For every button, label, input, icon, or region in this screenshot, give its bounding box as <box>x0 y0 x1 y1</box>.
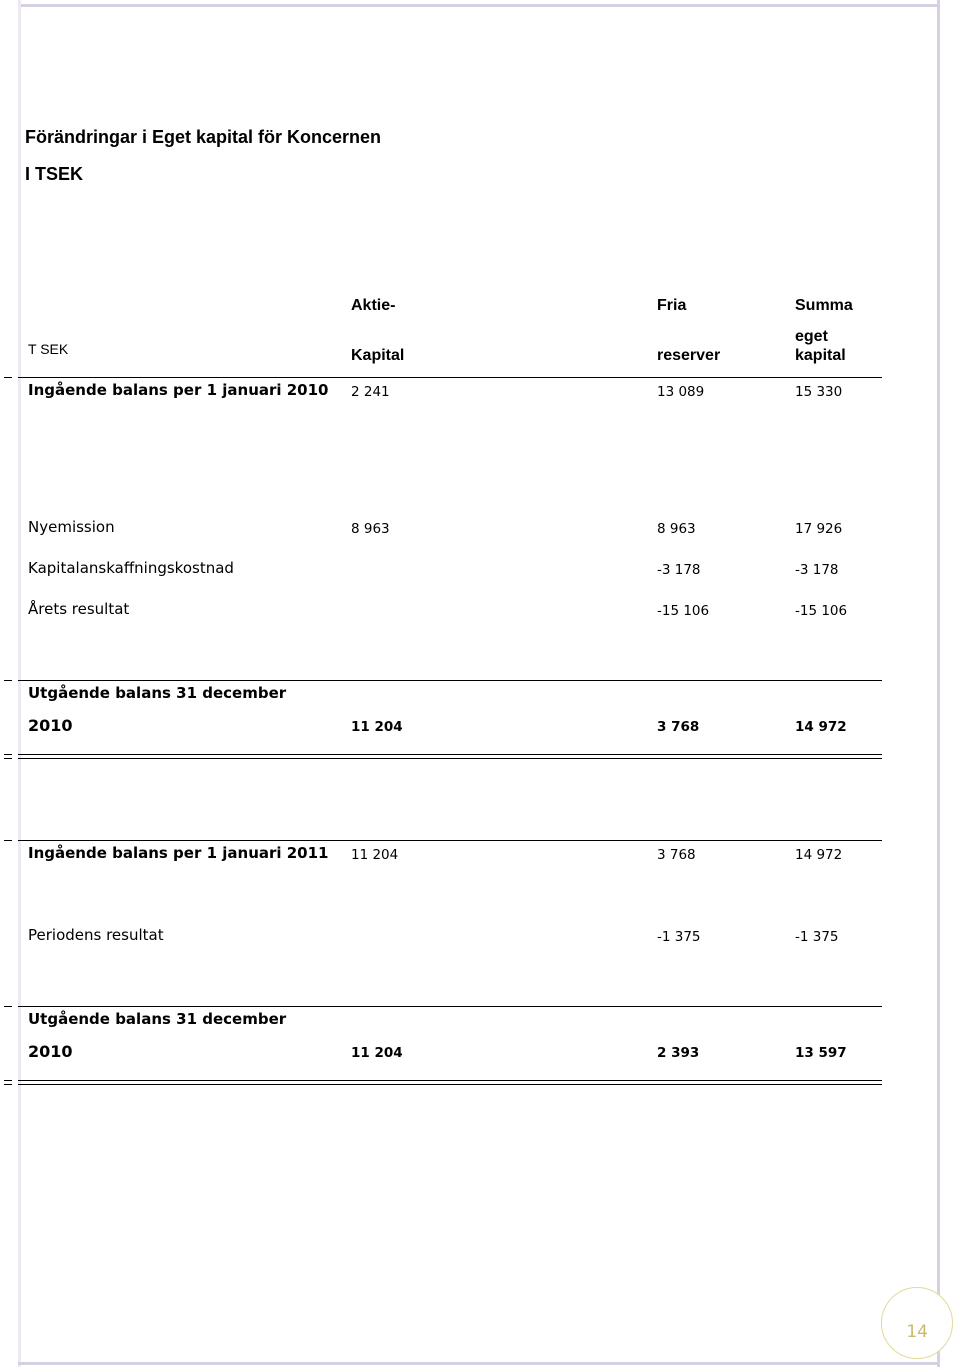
value-free-reserves: 13 089 <box>657 384 705 400</box>
margin-double-tick <box>4 1080 12 1085</box>
col-free-reserves-header-line2: reserver <box>657 347 721 364</box>
row-label-year-result: Årets resultat <box>28 600 130 618</box>
col-share-capital-header-line1: Aktie- <box>351 297 396 314</box>
col-free-reserves-header-line1: Fria <box>657 297 687 314</box>
page-title: Förändringar i Eget kapital för Koncernen <box>25 127 382 147</box>
page-frame-left <box>18 0 21 1367</box>
header-rule <box>18 377 882 378</box>
col-share-capital-header-line2: Kapital <box>351 347 405 364</box>
row-header-label: T SEK <box>28 341 69 357</box>
value-share-capital: 8 963 <box>351 521 390 537</box>
value-share-capital: 11 204 <box>351 847 399 863</box>
value-total-equity: 15 330 <box>795 384 843 400</box>
value-share-capital: 2 241 <box>351 384 390 400</box>
value-free-reserves: 8 963 <box>657 521 696 537</box>
unit-label: I TSEK <box>25 164 84 184</box>
value-total-equity: 14 972 <box>795 719 847 735</box>
subtotal-rule <box>18 1006 882 1007</box>
col-total-equity-header-line2: eget <box>795 328 828 345</box>
row-label-closing-2010-line2: 2010 <box>28 716 73 735</box>
margin-tick <box>4 680 12 681</box>
subtotal-rule <box>18 680 882 681</box>
value-share-capital: 11 204 <box>351 1045 403 1061</box>
value-share-capital: 11 204 <box>351 719 403 735</box>
page-frame-right <box>937 0 940 1367</box>
row-label-opening-2010: Ingående balans per 1 januari 2010 <box>28 381 329 399</box>
total-double-rule <box>18 1080 882 1085</box>
row-label-capital-raising-cost: Kapitalanskaffningskostnad <box>28 559 234 577</box>
col-total-equity-header-line1: Summa <box>795 297 853 314</box>
value-free-reserves: 2 393 <box>657 1045 700 1061</box>
value-free-reserves: -15 106 <box>657 603 710 619</box>
row-label-closing-2011-line2: 2010 <box>28 1042 73 1061</box>
total-double-rule <box>18 754 882 759</box>
row-label-closing-2010-line1: Utgående balans 31 december <box>28 684 287 702</box>
col-total-equity-header-line3: kapital <box>795 347 846 364</box>
value-total-equity: -3 178 <box>795 562 839 578</box>
value-total-equity: 14 972 <box>795 847 843 863</box>
value-total-equity: -1 375 <box>795 929 839 945</box>
value-free-reserves: -1 375 <box>657 929 701 945</box>
margin-tick <box>4 840 12 841</box>
row-label-closing-2011-line1: Utgående balans 31 december <box>28 1010 287 1028</box>
row-label-new-issue: Nyemission <box>28 518 115 536</box>
margin-double-tick <box>4 754 12 759</box>
page-number: 14 <box>906 1322 928 1342</box>
value-free-reserves: -3 178 <box>657 562 701 578</box>
section-rule <box>18 840 882 841</box>
margin-tick <box>4 1006 12 1007</box>
value-total-equity: 17 926 <box>795 521 843 537</box>
value-total-equity: 13 597 <box>795 1045 847 1061</box>
row-label-period-result: Periodens resultat <box>28 926 164 944</box>
value-free-reserves: 3 768 <box>657 719 700 735</box>
page-frame-bottom <box>18 1362 940 1365</box>
value-free-reserves: 3 768 <box>657 847 696 863</box>
value-total-equity: -15 106 <box>795 603 848 619</box>
page-frame-top <box>18 0 940 7</box>
row-label-opening-2011: Ingående balans per 1 januari 2011 <box>28 844 329 862</box>
page-number-badge <box>881 1287 953 1359</box>
margin-tick <box>4 377 12 378</box>
